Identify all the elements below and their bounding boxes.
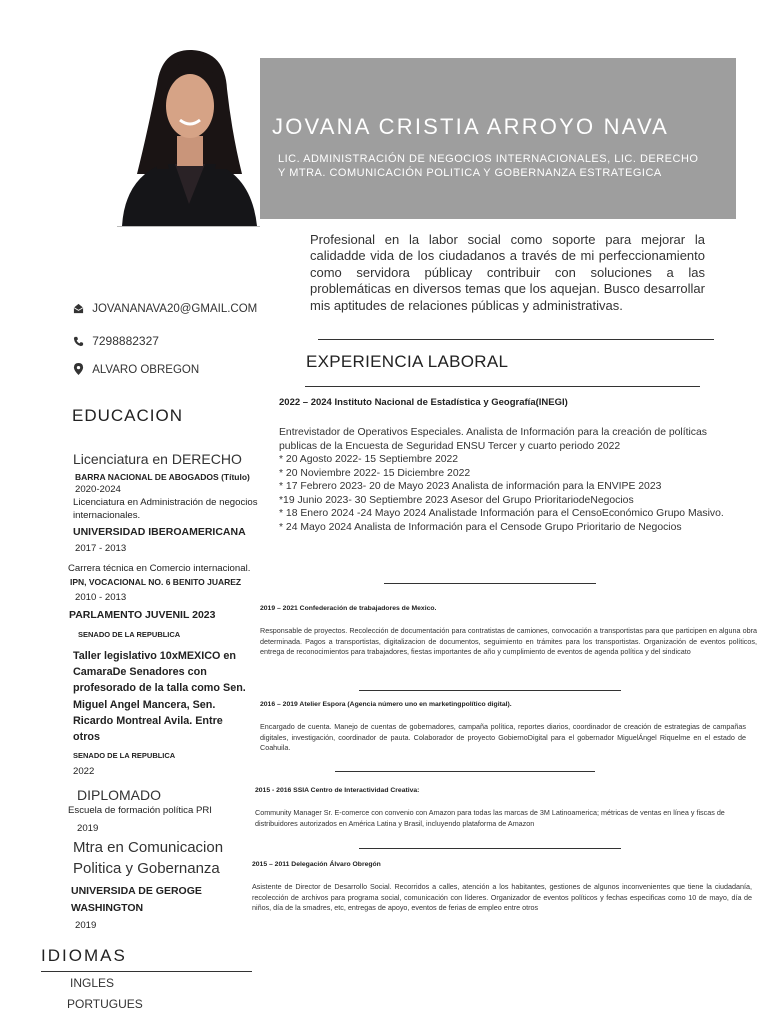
job1-line-3: * 20 Agosto 2022- 15 Septiembre 2022 [279,454,459,465]
location-text: ALVARO OBREGON [92,364,200,376]
job1-line-8: * 24 Mayo 2024 Analista de Información para el Censode Grupo Prioritario de Negocios [279,521,682,533]
job2-divider [384,583,596,584]
phone-icon [73,336,85,348]
edu-degree-business-cont: internacionales. [73,510,141,521]
edu-business-years: 2017 - 2013 [75,543,127,554]
edu-business-institution: UNIVERSIDAD IBEROAMERICANA [73,526,246,538]
language-portuguese: PORTUGUES [67,997,143,1011]
job1-line-6: *19 Junio 2023- 30 Septiembre 2023 Asesor del Grupo PrioritariodeNegocios [279,494,634,506]
contact-email [73,303,257,315]
languages-title: IDIOMAS [41,946,127,965]
job4-heading: 2015 - 2016 SSIA Centro de Interactividad Creativa: [255,787,420,794]
language-english: INGLES [70,976,115,990]
map-pin-icon [73,363,85,375]
job1-heading: 2022 – 2024 Instituto Nacional de Estadística y Geografía(INEGI) [279,397,568,408]
job5-description: Asistente de Director de Desarrollo Social. Recorridos a calles, atención a los habitantes, gestiones de algunos inconvenientes que tiene la ciudadanía, recolección de archivos para programa social, comunicación con líderes. Organizador de eventos políticos y fechas especificas como 10 de mayo, día de niños, día de la smadres, etc, entregas de apoyo, eventos de ferias de empleo entre otros [252,882,752,912]
masters-institution-line-1: UNIVERSIDA DE GEROGE [71,885,202,897]
summary-divider [318,339,714,340]
job4-description: Community Manager Sr. E-comerce con convenio con Amazon para todas las marcas de 3M Latinoamerica; métricas de ventas en línea y fiscas de distribuidores autorizados en América Latina y Brasil, incluyendo plataforma de Amazon [255,808,725,828]
job3-description: Encargado de cuenta. Manejo de cuentas de gobernadores, campaña política, reportes diarios, coordinador de creación de estrategias de campañas digitales, investigación, coordinador de pauta. Colaborador de proyecto GobiernoDigital para el gobernador MiguelÁngel Riquelme en el estado de Coahuila. [260,722,746,752]
edu-law-institution: BARRA NACIONAL DE ABOGADOS (Título) [75,472,250,482]
masters-line-1: Mtra en Comunicacion [73,839,224,856]
job1-line-4: * 20 Noviembre 2022- 15 Diciembre 2022 [279,467,471,479]
job5-divider [359,848,621,849]
degrees-line-2: Y MTRA. COMUNICACIÓN POLITICA Y GOBERNANZA ESTRATEGICA [278,167,662,179]
photo-underline [117,226,260,227]
profile-photo [117,44,260,226]
job4-divider [335,771,595,772]
envelope-icon [73,303,85,315]
workshop-line-3: profesorado de la talla como Sen. [73,682,246,695]
candidate-name: JOVANA CRISTIA ARROYO NAVA [272,114,670,139]
experience-divider [305,386,700,387]
edu-degree-law: Licenciatura en DERECHO [73,451,242,467]
edu-workshop [73,648,263,745]
education-title: EDUCACION [72,406,184,425]
edu-masters [73,837,223,879]
workshop-line-2: CamaraDe Senadores con [73,666,207,679]
workshop-line-6: otros [73,731,100,744]
job1-line-1: Entrevistador de Operativos Especiales. Analista de Información para la creación de políticas [279,427,707,438]
edu-technical: Carrera técnica en Comercio internacional. [68,563,251,574]
workshop-line-4: Miguel Angel Mancera, Sen. [73,698,216,711]
workshop-line-1: Taller legislativo 10xMEXICO en [73,650,237,662]
edu-diploma-year: 2019 [77,823,99,834]
profile-summary: Profesional en la labor social como soporte para mejorar la calidadde vida de los ciudadanos a través de mi perfeccionamiento como servidora públicay contribuir con soluciones a las problemáticas en diversos temas que los aquejan. Busco desarrollar mis aptitudes de relaciones públicas y administrativas. [310,232,705,313]
edu-law-years: 2020-2024 [75,484,121,495]
experience-title: EXPERIENCIA LABORAL [306,352,509,371]
workshop-line-5: Ricardo Montreal Avila. Entre [73,714,223,727]
degrees-line-1: LIC. ADMINISTRACIÓN DE NEGOCIOS INTERNACIONALES, LIC. DERECHO [278,153,699,165]
job5-heading: 2015 – 2011 Delegación Álvaro Obregón [252,861,381,868]
candidate-degrees [278,152,718,180]
edu-diploma-institution: Escuela de formación política PRI [68,805,212,816]
contact-location [73,363,199,376]
job2-heading: 2019 – 2021 Confederación de trabajadores de Mexico. [260,605,437,612]
edu-masters-institution [71,883,202,917]
edu-workshop-institution: SENADO DE LA REPUBLICA [73,751,176,760]
edu-degree-business: Licenciatura en Administración de negocios [73,497,258,508]
edu-masters-year: 2019 [75,920,97,931]
edu-technical-years: 2010 - 2013 [75,592,127,603]
email-text: JOVANANAVA20@GMAIL.COM [92,303,258,315]
job1-details [279,426,724,534]
edu-parliament: PARLAMENTO JUVENIL 2023 [69,609,216,621]
edu-diploma: DIPLOMADO [77,787,162,803]
languages-divider [41,971,252,972]
edu-workshop-year: 2022 [73,766,95,777]
contact-phone [73,334,159,348]
edu-parliament-institution: SENADO DE LA REPUBLICA [78,630,181,639]
phone-text: 7298882327 [92,334,159,348]
masters-institution-line-2: WASHINGTON [71,902,144,914]
job2-description: Responsable de proyectos. Recolección de documentación para contratistas de camiones, convocación a transportistas para que participen en alguna obra determinada. Pagos a transportistas, digitalizacion de documentos, seguimiento en trámites para los transportistas. Organización de eventos políticos, entrega de reconocimientos para trabajadores, fiestas importantes de año y cumplimiento de eventos de agenda política y del sindicato [260,626,757,656]
masters-line-2: Politica y Gobernanza [73,860,220,877]
job3-divider [359,690,621,691]
edu-technical-institution: IPN, VOCACIONAL NO. 6 BENITO JUAREZ [70,577,242,587]
job1-line-5: * 17 Febrero 2023- 20 de Mayo 2023 Analista de información para la ENVIPE 2023 [279,481,662,492]
job1-line-2: publicas de la Encuesta de Seguridad ENSU Tercer y cuarto periodo 2022 [279,440,621,452]
job1-line-7: * 18 Enero 2024 -24 Mayo 2024 Analistade Información para el CensoEconómico Grupo Masivo. [279,508,724,519]
job3-heading: 2016 – 2019 Atelier Espora (Agencia número uno en marketingpolítico digital). [260,701,512,708]
